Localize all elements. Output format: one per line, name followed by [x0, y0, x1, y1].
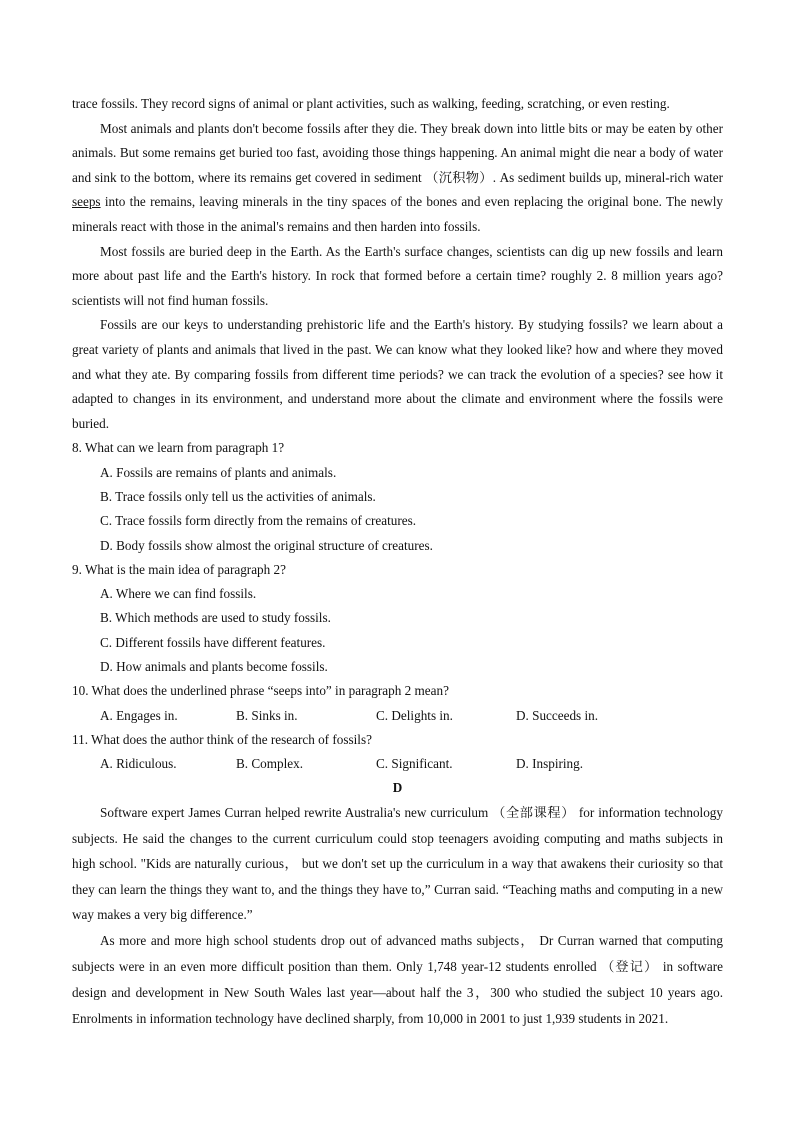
- underlined-word-seeps: seeps: [72, 194, 101, 210]
- passage-c-paragraph-2: [72, 117, 723, 240]
- question-9-option-a: A. Where we can find fossils.: [100, 586, 257, 602]
- question-11-options: [72, 752, 723, 776]
- question-9-option-c: C. Different fossils have different features.: [100, 634, 326, 650]
- passage-d-paragraph-1: Software expert James Curran helped rewrite Australia's new curriculum （全部课程） for information technology subjects. He said the changes to the current curriculum could stop teenagers avoiding computing and maths subjects in high school. "Kids are naturally curious， but we don't set up the curriculum in a way that awakens their curiosity so that they can learn the things they want to, and the things they have to,” Curran said. “Teaching maths and computing in a new way makes a very big difference.”: [72, 805, 723, 923]
- question-8-option-c: C. Trace fossils form directly from the remains of creatures.: [100, 513, 417, 529]
- passage-c-paragraph-3: Most fossils are buried deep in the Earth. As the Earth's surface changes, scientists can dig up new fossils and learn more about past life and the Earth's history. In rock that formed before a certain time? roughly 2. 8 million years ago? scientists will not find human fossils.: [72, 243, 723, 308]
- question-9-stem: 9. What is the main idea of paragraph 2?: [72, 561, 286, 577]
- passage-c-paragraph-4: Fossils are our keys to understanding prehistoric life and the Earth's history. By studying fossils? we learn about a great variety of plants and animals that lived in the past. We can know what they looked like? how and where they moved and what they ate. By comparing fossils from different time periods? we can track the evolution of a species? see how it adapted to changes in its environment, and understand more about the climate and environment where the fossils were buried.: [72, 317, 723, 431]
- question-8-stem: 8. What can we learn from paragraph 1?: [72, 440, 285, 456]
- question-8-option-b: B. Trace fossils only tell us the activities of animals.: [100, 488, 376, 504]
- exam-page: [72, 92, 723, 1032]
- question-9-option-b: B. Which methods are used to study fossils.: [100, 610, 331, 626]
- paragraph-2-text-after: into the remains, leaving minerals in the tiny spaces of the bones and even replacing the original bone. The newly minerals react with those in the animal's remains and then harden into fossils.: [72, 194, 723, 234]
- question-10-option-b: B. Sinks in.: [236, 707, 298, 723]
- question-10-option-c: C. Delights in.: [376, 707, 453, 723]
- passage-c-paragraph-1-tail: trace fossils. They record signs of animal or plant activities, such as walking, feeding, scratching, or even resting.: [72, 96, 670, 111]
- question-11-stem: 11. What does the author think of the research of fossils?: [72, 731, 372, 747]
- question-10-option-d: D. Succeeds in.: [516, 707, 599, 723]
- question-11-option-c: C. Significant.: [376, 756, 453, 772]
- passage-d-paragraph-2: As more and more high school students drop out of advanced maths subjects， Dr Curran warned that computing subjects were in an even more difficult position than them. Only 1,748 year-12 students enrolled （登记） in software design and development in New South Wales last year—about half the 3，300 who studied the subject 10 years ago. Enrolments in information technology have declined sharply, from 10,000 in 2001 to just 1,939 students in 2021.: [72, 932, 723, 1027]
- question-10-options: [72, 704, 723, 728]
- question-11-option-b: B. Complex.: [236, 756, 304, 772]
- passage-d-heading: D: [392, 780, 403, 796]
- question-11-option-d: D. Inspiring.: [516, 756, 584, 772]
- question-10-option-a: A. Engages in.: [100, 707, 178, 723]
- question-9-option-d: D. How animals and plants become fossils.: [100, 658, 328, 674]
- question-10-stem: 10. What does the underlined phrase “seeps into” in paragraph 2 mean?: [72, 683, 449, 699]
- question-8-option-d: D. Body fossils show almost the original structure of creatures.: [100, 537, 433, 553]
- paragraph-2-text-before: Most animals and plants don't become fossils after they die. They break down into little bits or may be eaten by other animals. But some remains get buried too fast, avoiding those things happening. An animal might die near a body of water and sink to the bottom, where its remains get covered in sediment （沉积物）. As sediment builds up, mineral-rich water: [72, 120, 723, 185]
- question-11-option-a: A. Ridiculous.: [100, 756, 177, 772]
- question-8-option-a: A. Fossils are remains of plants and animals.: [100, 464, 337, 480]
